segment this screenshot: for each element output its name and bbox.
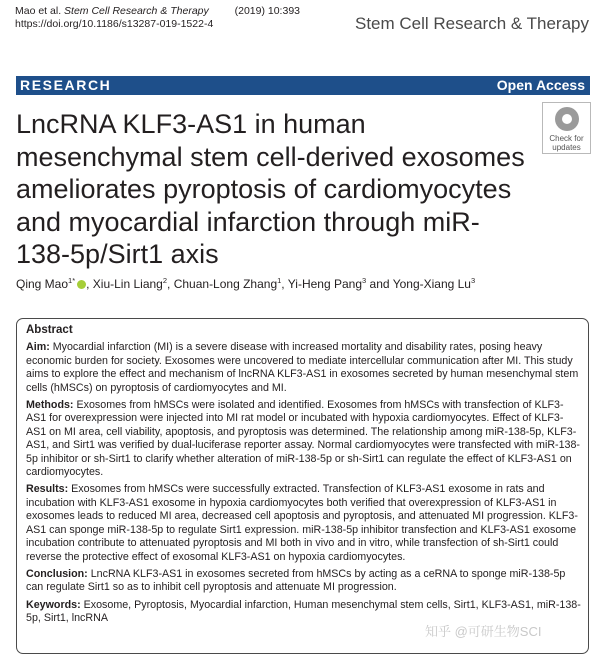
- aim-label: Aim:: [26, 341, 50, 354]
- author-separator: ,: [167, 277, 174, 291]
- abstract-conclusion: [26, 568, 582, 595]
- open-access-label: Open Access: [496, 77, 585, 93]
- results-text: Exosomes from hMSCs were successfully extracted. Transfection of KLF3-AS1 exosome in rats and incubation with KLF3-AS1 exosome in hypoxia cardiomyocytes both verified that overexpression of KLF3-AS1 in exosomes leads to reduced MI area, decreased cell apoptosis and pyroptosis, and attenuated MI progression. KLF3-AS1 can sponge miR-138-5p to regulate Sirt1 expression. miR-138-5p inhibitor transfection and KLF3-AS1 exosome incubation contribute to attenuated pyroptosis and MI both in vivo and in vitro, while transfection of sh-Sirt1 could reverse the protective effect of exosomal KLF3-AS1 on hypoxia cardiomyocytes.: [26, 483, 578, 563]
- author-separator: ,: [86, 277, 93, 291]
- keywords-label: Keywords:: [26, 598, 81, 611]
- author-affiliation: 1*: [68, 276, 76, 285]
- author-name[interactable]: Yong-Xiang Lu: [392, 277, 471, 291]
- running-year-volume: (2019) 10:393: [234, 5, 300, 17]
- author-separator: ,: [281, 277, 288, 291]
- doi-link[interactable]: https://doi.org/10.1186/s13287-019-1522-4: [15, 18, 214, 30]
- keywords-text: Exosome, Pyroptosis, Myocardial infarction, Human mesenchymal stem cells, Sirt1, KLF3-AS1, miR-138-5p, Sirt1, lncRNA: [26, 598, 581, 625]
- author-affiliation: 1: [277, 276, 282, 285]
- author-name[interactable]: Xiu-Lin Liang: [92, 277, 163, 291]
- journal-brand: Stem Cell Research & Therapy: [354, 14, 589, 33]
- abstract-heading: Abstract: [26, 324, 73, 336]
- author-affiliation: 2: [162, 276, 168, 285]
- conclusion-text: LncRNA KLF3-AS1 in exosomes secreted from hMSCs by acting as a ceRNA to sponge miR-138-5p can regulate Sirt1 so as to inhibit cell pyroptosis and attenuate MI progression.: [26, 567, 566, 594]
- section-band: [16, 76, 590, 95]
- abstract-box: [16, 318, 589, 654]
- orcid-icon[interactable]: [77, 280, 86, 289]
- badge-line-2: updates: [552, 143, 581, 152]
- results-label: Results:: [26, 483, 69, 496]
- author-name[interactable]: Qing Mao: [16, 277, 69, 291]
- methods-text: Exosomes from hMSCs were isolated and identified. Exosomes from hMSCs with transfection of KLF3-AS1 for overexpression were injected into MI rat model or incubated with hypoxia cardiomyocytes. Effect of KLF3-AS1 on MI area, cell viability, apoptosis, and pyroptosis was determined. The relationship among miR-138-5p, KLF3-AS1, and Sirt1 was verified by dual-luciferase reporter assay. Normal cardiomyocytes were transfected with miR-138-5p inhibitor or sh-Sirt1 to clarify whether alteration of miR-138-5p or sh-Sirt1 can regulate the effect of KLF3-AS1 on cardiomyocytes.: [26, 399, 580, 479]
- badge-line-1: Check for: [549, 134, 584, 143]
- author-list: [16, 276, 475, 291]
- abstract-aim: [26, 341, 582, 395]
- author-name[interactable]: Yi-Heng Pang: [287, 277, 363, 291]
- watermark: 知乎 @可研生物SCI: [425, 624, 542, 639]
- section-label: RESEARCH: [20, 77, 112, 93]
- author-separator: and: [366, 277, 393, 291]
- methods-label: Methods:: [26, 399, 74, 412]
- aim-text: Myocardial infarction (MI) is a severe disease with increased mortality and disability rates, posing heavy economic burden for society. Exosomes were uncovered to mediate intercellular communication after MI. This study aims to explore the effect and mechanism of lncRNA KLF3-AS1 in exosomes secreted by human mesenchymal stem cells (hMSCs) on pyroptosis of cardiomyocytes and MI.: [26, 341, 579, 394]
- conclusion-label: Conclusion:: [26, 567, 88, 580]
- abstract-methods: [26, 399, 582, 479]
- article-title: LncRNA KLF3-AS1 in human mesenchymal stem cell-derived exosomes ameliorates pyroptosis of cardiomyocytes and myocardial infarction through miR-138-5p/Sirt1 axis: [16, 109, 525, 269]
- check-for-updates-icon: [555, 107, 579, 131]
- author-name[interactable]: Chuan-Long Zhang: [173, 277, 278, 291]
- running-header: [15, 5, 300, 31]
- check-for-updates-badge[interactable]: [542, 102, 591, 154]
- author-affiliation: 3: [470, 276, 476, 285]
- running-journal: Stem Cell Research & Therapy: [64, 5, 209, 17]
- running-authors: Mao et al.: [15, 5, 62, 17]
- author-affiliation: 3: [362, 276, 367, 285]
- abstract-results: [26, 483, 582, 563]
